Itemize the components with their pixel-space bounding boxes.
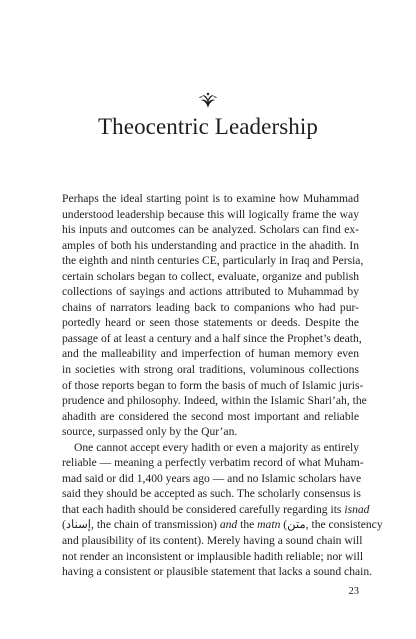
text-line: the eighth and ninth centuries CE, particularly in Iraq and Persia,	[62, 254, 364, 268]
text-line: source, surpassed only by the Qur’an.	[62, 425, 238, 439]
paragraph-2	[62, 440, 383, 580]
text-line: mad said or did 1,400 years ago — and no Islamic scholars have	[62, 471, 362, 485]
text-line: portedly heard or seen those statements or deeds. Despite the	[62, 316, 359, 330]
text-line: One cannot accept every hadith or even a majority as entirely	[74, 440, 359, 454]
text-fragment: the	[237, 518, 258, 532]
text-fragment: , the chain of transmission)	[91, 518, 220, 532]
text-line: and the malleability and imperfection of human memory even	[62, 347, 359, 361]
italic-term-matn: matn	[257, 518, 281, 532]
text-line	[62, 502, 370, 518]
italic-word-and: and	[219, 518, 238, 532]
leaf-fleuron-icon	[196, 92, 220, 110]
text-line: his inputs and outcomes can be analyzed. Scholars can find ex-	[62, 223, 359, 237]
text-fragment: that each hadith should be considered carefully regarding its	[62, 502, 345, 516]
text-fragment: , the consistency	[305, 518, 383, 532]
text-line: said they should be accepted as such. The scholarly consensus is	[62, 487, 361, 501]
text-line: having a consistent or plausible statement that lacks a sound chain.	[62, 565, 373, 579]
text-line: certain scholars began to collect, evaluate, organize and publish	[62, 269, 359, 283]
text-line: reliable — meaning a perfectly verbatim record of what Muham-	[62, 456, 364, 470]
text-line: collections of sayings and actions attributed to Muhammad by	[62, 285, 359, 299]
text-line: not render an inconsistent or implausible hadith reliable; nor will	[62, 549, 364, 563]
italic-term-isnad: isnad	[344, 502, 370, 516]
arabic-term-isnad: إسناد	[65, 518, 92, 532]
arabic-term-matn: متن	[287, 518, 306, 532]
text-line: prudence and philosophy. Indeed, within the Islamic Shari’ah, the	[62, 394, 367, 408]
page-number: 23	[348, 586, 359, 597]
text-line: ahadith are considered the second most important and reliable	[62, 409, 359, 423]
paragraph-1	[62, 191, 367, 440]
text-line: of those reports began to form the basis of much of Islamic juris-	[62, 378, 364, 392]
text-line: amples of both his understanding and practice in the ahadith. In	[62, 238, 359, 252]
text-line: chains of narrators leading back to companions who had pur-	[62, 300, 359, 314]
text-fragment: (	[280, 518, 288, 532]
text-line: passage of at least a century and a half since the Prophet’s death,	[62, 331, 362, 345]
body-text	[62, 191, 383, 580]
text-line	[62, 517, 383, 533]
chapter-title: Theocentric Leadership	[98, 114, 318, 139]
text-line: understood leadership because this will logically frame the way	[62, 207, 359, 221]
text-fragment: (	[62, 518, 66, 532]
text-line: and plausibility of its content). Merely having a sound chain will	[62, 534, 363, 548]
text-line: Perhaps the ideal starting point is to examine how Muhammad	[62, 192, 359, 205]
text-line: in societies with strong oral traditions, voluminous collections	[62, 363, 359, 377]
